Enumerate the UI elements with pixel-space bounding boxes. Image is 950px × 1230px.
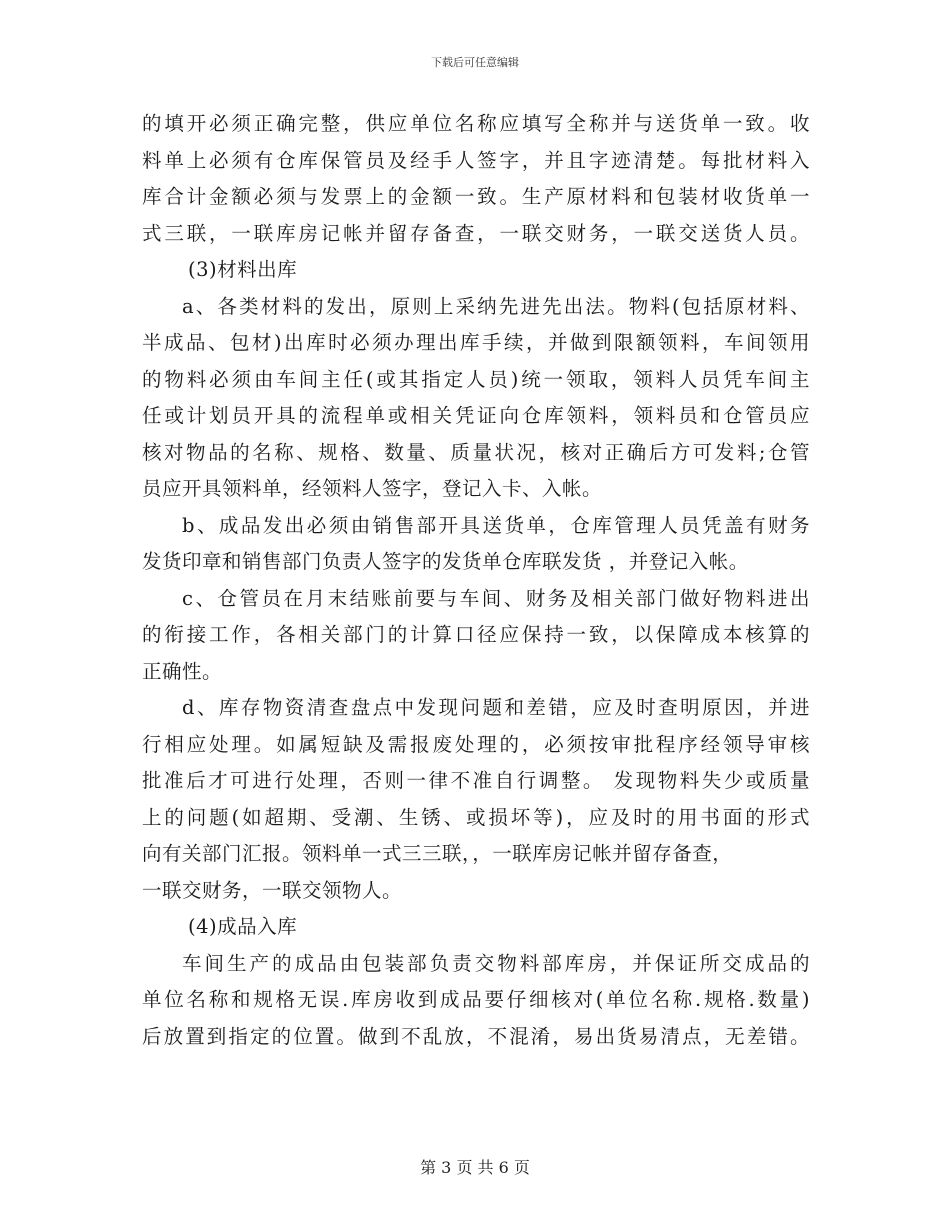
text-line: 任或计划员开具的流程单或相关凭证向仓库领料，领料员和仓管员应 — [142, 404, 810, 427]
text-line: 料单上必须有仓库保管员及经手人签字，并且字迹清楚。每批材料入 — [142, 148, 810, 172]
text-line: 式三联，一联库房记帐并留存备查，一联交财务，一联交送货人员。 — [142, 221, 810, 245]
text-line: a、各类材料的发出，原则上采纳先进先出法。物料(包括原材料、 — [182, 294, 810, 318]
text-line: 的填开必须正确完整，供应单位名称应填写全称并与送货单一致。收 — [142, 112, 810, 135]
text-line: 一联交财务，一联交领物人。 — [142, 878, 403, 902]
text-line: 向有关部门汇报。领料单一式三三联，，一联库房记帐并留存备查， — [142, 842, 733, 865]
text-line: 库合计金额必须与发票上的金额一致。生产原材料和包装材收货单一 — [142, 185, 810, 208]
section-heading: (4)成品入库 — [188, 915, 298, 938]
text-line: 后放置到指定的位置。做到不乱放，不混淆，易出货易清点，无差错。 — [142, 1024, 810, 1048]
text-line: 的物料必须由车间主任(或其指定人员)统一领取，领料人员凭车间主 — [142, 367, 810, 391]
text-line: 核对物品的名称、规格、数量、质量状况，核对正确后方可发料;仓管 — [142, 440, 810, 464]
text-line: 行相应处理。如属短缺及需报废处理的，必须按审批程序经领导审核 — [142, 732, 810, 756]
text-line: 车间生产的成品由包装部负责交物料部库房，并保证所交成品的 — [182, 951, 810, 975]
text-line: 员应开具领料单，经领料人签字，登记入卡、入帐。 — [142, 477, 603, 500]
text-line: 单位名称和规格无误.库房收到成品要仔细核对(单位名称.规格.数量) — [142, 988, 810, 1011]
page-header: 下载后可任意编辑 — [431, 56, 519, 69]
text-line: d、库存物资清查盘点中发现问题和差错，应及时查明原因，并进 — [182, 696, 810, 719]
page-number: 第 3 页 共 6 页 — [420, 1158, 530, 1177]
text-line: 正确性。 — [142, 659, 223, 683]
text-line: 批准后才可进行处理，否则一律不准自行调整。 发现物料失少或质量 — [142, 769, 810, 792]
text-line: 的衔接工作，各相关部门的计算口径应保持一致，以保障成本核算的 — [142, 623, 810, 646]
text-line: b、成品发出必须由销售部开具送货单，仓库管理人员凭盖有财务 — [182, 513, 810, 537]
document-body — [142, 106, 810, 1055]
text-line: 发货印章和销售部门负责人签字的发货单仓库联发货 ，并登记入帐。 — [142, 550, 749, 573]
section-heading: (3)材料出库 — [188, 258, 298, 281]
text-line: 上的问题(如超期、受潮、生锈、或损坏等)，应及时的用书面的形式 — [142, 805, 810, 829]
text-line: 半成品、包材)出库时必须办理出库手续，并做到限额领料，车间领用 — [142, 331, 810, 354]
text-line: c、仓管员在月末结账前要与车间、财务及相关部门做好物料进出 — [182, 586, 810, 610]
